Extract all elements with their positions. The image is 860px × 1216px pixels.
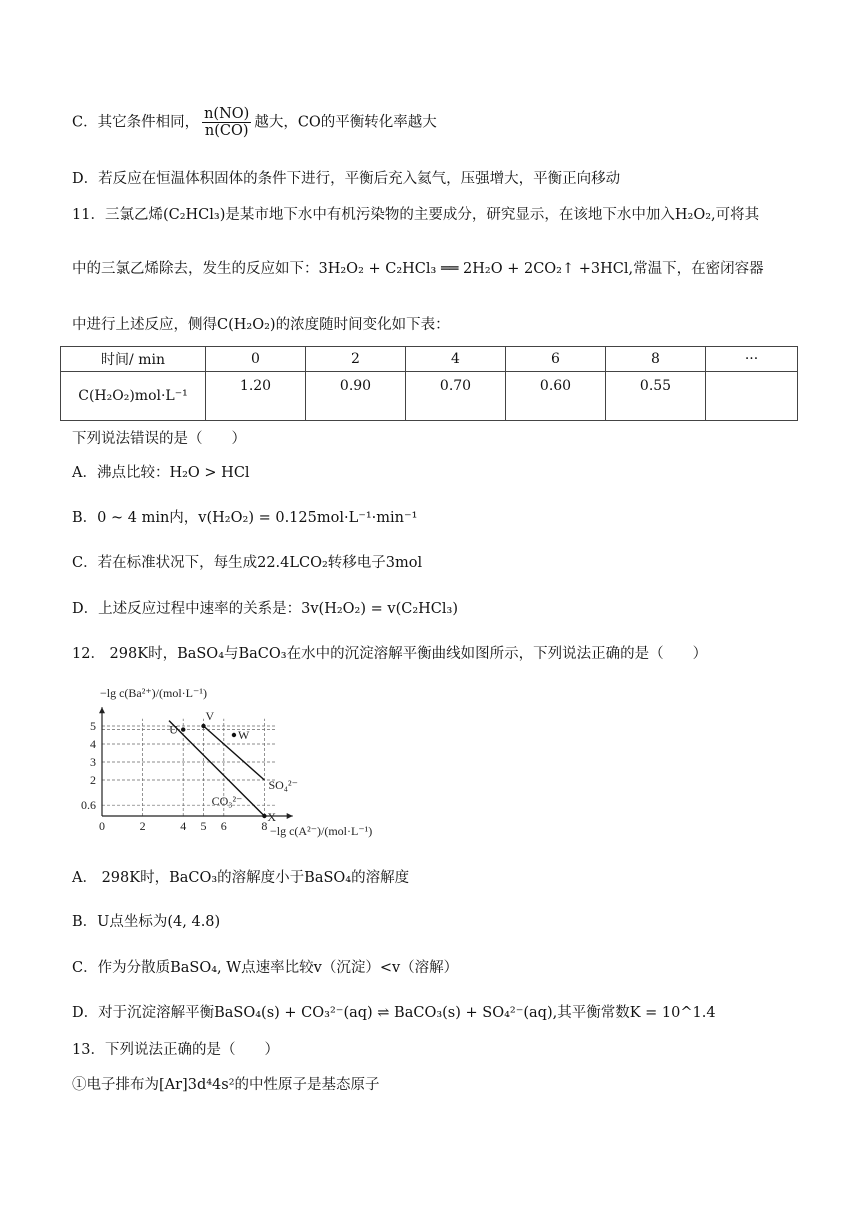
point-label: X: [267, 810, 277, 824]
point-marker: [232, 733, 236, 737]
x-tick-label: 0: [99, 819, 105, 833]
q12-option-b: B．U点坐标为(4, 4.8): [72, 914, 221, 930]
q13-stem: 13．下列说法正确的是（ ）: [72, 1042, 279, 1058]
q12-option-c: C．作为分散质BaSO₄, W点速率比较v（沉淀）<v（溶解）: [72, 960, 459, 976]
q10-option-d: D．若反应在恒温体积固体的条件下进行，平衡后充入氦气，压强增大，平衡正向移动: [72, 171, 621, 187]
x-tick-label: 5: [200, 819, 207, 833]
x-axis-arrow: [287, 813, 293, 819]
q11-stem-line2: 中的三氯乙烯除去，发生的反应如下：3H₂O₂ + C₂HCl₃ ══ 2H₂O + 2CO₂↑ +3HCl,常温下，在密闭容器: [72, 261, 764, 277]
table-cell: [706, 372, 798, 421]
table-header-concentration: C(H₂O₂)mol·L⁻¹: [61, 372, 206, 421]
q11-option-d: D．上述反应过程中速率的关系是：3v(H₂O₂) = v(C₂HCl₃): [72, 601, 458, 617]
q11-option-a: A．沸点比较：H₂O > HCl: [72, 465, 250, 481]
table-cell: 2: [306, 347, 406, 372]
point-label: W: [237, 728, 250, 742]
table-cell: ···: [706, 347, 798, 372]
y-tick-label: 5: [90, 719, 96, 733]
x-tick-label: 6: [220, 819, 227, 833]
y-tick-label: 3: [90, 755, 96, 769]
table-cell: 4: [406, 347, 506, 372]
q10-option-c-prefix: C．其它条件相同，: [72, 114, 200, 131]
table-header-time: 时间/ min: [61, 347, 206, 372]
x-tick-label: 2: [139, 819, 146, 833]
series-label: SO₄²⁻: [268, 778, 298, 792]
solubility-chart: [70, 683, 410, 843]
table-cell: 6: [506, 347, 606, 372]
fraction: [202, 106, 251, 139]
x-tick-label: 8: [261, 819, 268, 833]
point-marker: [201, 724, 205, 728]
fraction-numerator: n(NO): [204, 106, 250, 122]
point-marker: [181, 727, 185, 731]
q11-stem-line3: 中进行上述反应，侧得C(H₂O₂)的浓度随时间变化如下表：: [72, 317, 450, 333]
y-tick-label: 0.6: [81, 798, 96, 813]
q11-stem-line1: 11．三氯乙烯(C₂HCl₃)是某市地下水中有机污染物的主要成分，研究显示，在该地下水中加入H₂O₂,可将其: [72, 207, 760, 223]
q12-option-d: D．对于沉淀溶解平衡BaSO₄(s) + CO₃²⁻(aq) ⇌ BaCO₃(s) + SO₄²⁻(aq),其平衡常数K = 10^1.4: [72, 1005, 716, 1021]
table-cell: 0.55: [606, 372, 706, 421]
table-cell: 0.60: [506, 372, 606, 421]
point-marker: [262, 814, 266, 818]
q10-option-c: [72, 106, 437, 139]
series-label: CO₃²⁻: [211, 794, 243, 809]
table-row: [61, 347, 798, 372]
table-cell: 8: [606, 347, 706, 372]
y-tick-label: 2: [90, 773, 96, 787]
point-label: U: [169, 722, 178, 737]
concentration-table: [60, 346, 798, 421]
y-axis-arrow: [99, 707, 105, 713]
chart-axes: [99, 707, 293, 819]
table-row: [61, 372, 798, 421]
q11-question: 下列说法错误的是（ ）: [72, 431, 246, 447]
table-cell: 0.90: [306, 372, 406, 421]
fraction-denominator: n(CO): [204, 123, 249, 139]
y-axis-label: −lg c(Ba²⁺)/(mol·L⁻¹): [100, 686, 207, 700]
x-tick-label: 4: [180, 819, 187, 833]
q11-option-c: C．若在标准状况下，每生成22.4LCO₂转移电子3mol: [72, 555, 423, 571]
x-axis-label: −lg c(A²⁻)/(mol·L⁻¹): [270, 824, 373, 838]
q13-item-1: ①电子排布为[Ar]3d⁴4s²的中性原子是基态原子: [72, 1077, 380, 1093]
y-tick-label: 4: [90, 737, 96, 751]
q11-option-b: B．0 ~ 4 min内，v(H₂O₂) = 0.125mol·L⁻¹·min⁻¹: [72, 510, 418, 526]
q12-stem: 12． 298K时，BaSO₄与BaCO₃在水中的沉淀溶解平衡曲线如图所示，下列说法正确的是（ ）: [72, 646, 708, 662]
q10-option-c-suffix: 越大，CO的平衡转化率越大: [254, 114, 437, 131]
point-label: V: [205, 709, 215, 723]
table-cell: 1.20: [206, 372, 306, 421]
table-cell: 0: [206, 347, 306, 372]
table-cell: 0.70: [406, 372, 506, 421]
q12-option-a: A． 298K时，BaCO₃的溶解度小于BaSO₄的溶解度: [72, 870, 410, 886]
